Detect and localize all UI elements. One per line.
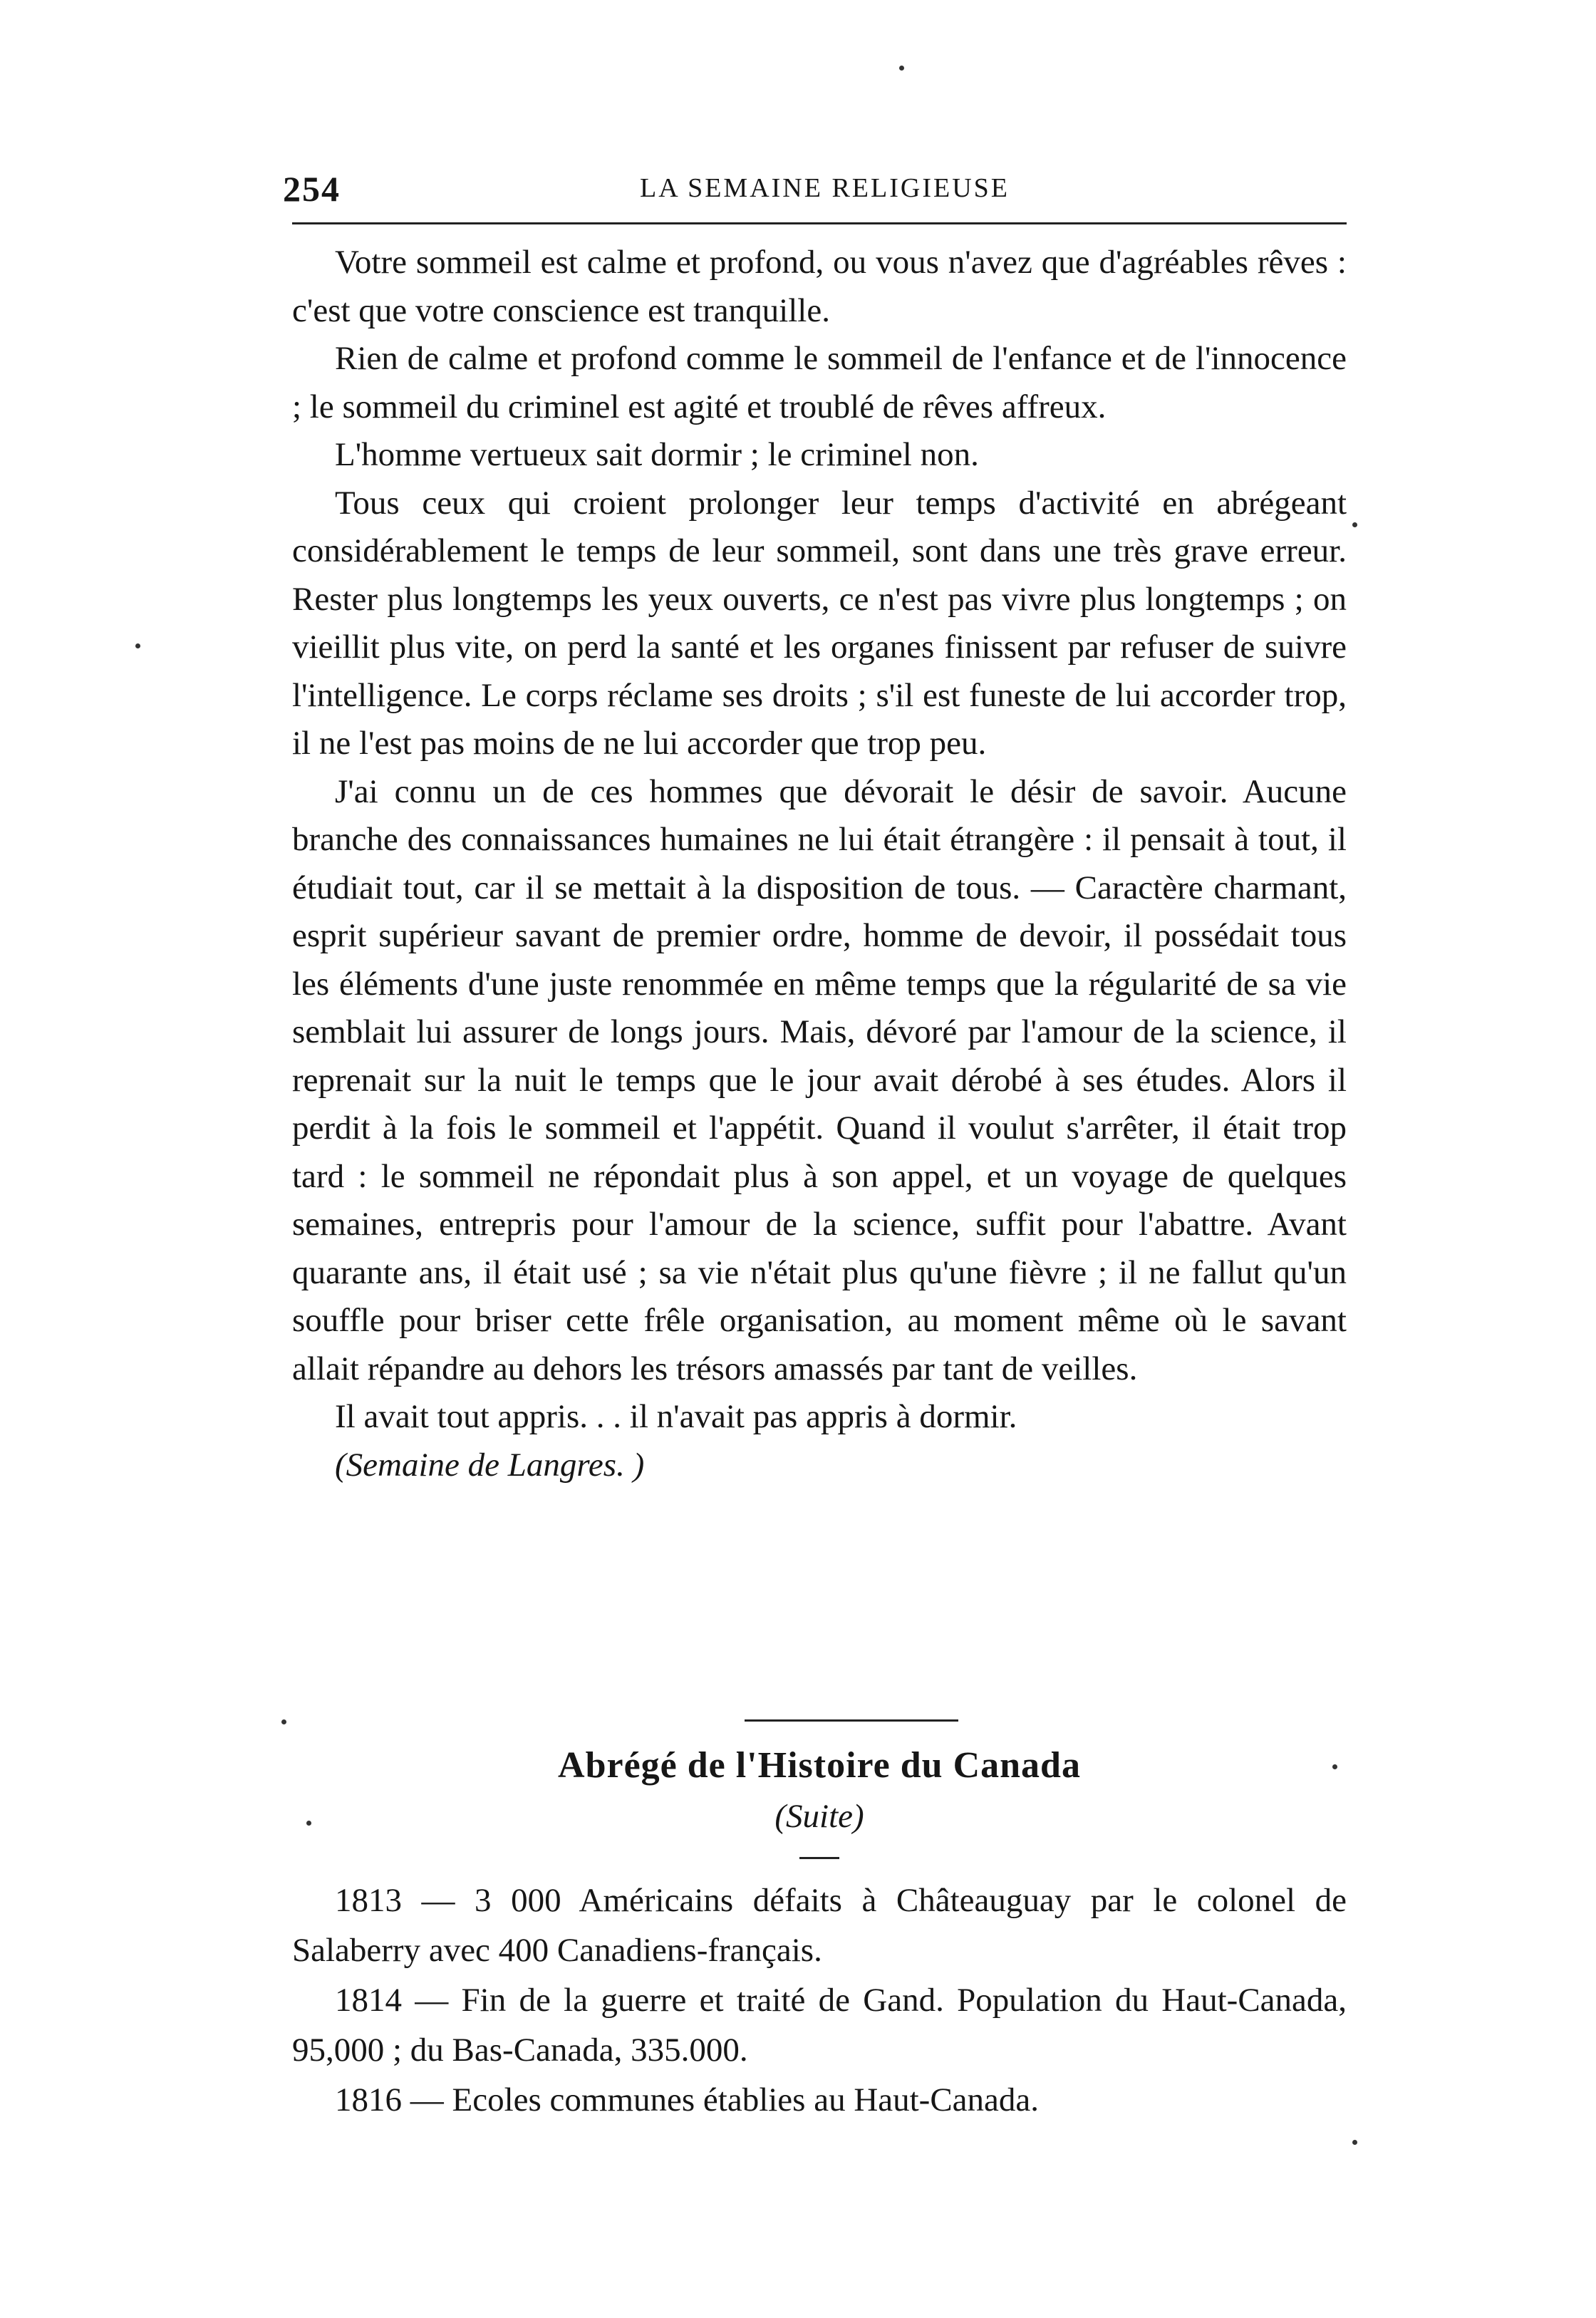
- print-speck: [1352, 2140, 1357, 2145]
- print-speck: [281, 1719, 286, 1724]
- print-speck: [1332, 1764, 1337, 1769]
- header-rule: [292, 222, 1347, 224]
- paragraph: J'ai connu un de ces hommes que dévorait le désir de savoir. Aucune branche des connaissances humaines ne lui était étrangère : il pensait à tout, il étudiait tout, car il se mettait à la disposition de tous. — Caractère charmant, esprit supérieur savant de premier ordre, homme de devoir, il possédait tous les éléments d'une juste renommée en même temps que la régularité de sa vie semblait lui assurer de longs jours. Mais, dévoré par l'amour de la science, il reprenait sur la nuit le temps que le jour avait dérobé à ses études. Alors il perdit à la fois le sommeil et l'appétit. Quand il voulut s'arrêter, il était trop tard : le sommeil ne répondait plus à son appel, et un voyage de quelques semaines, entrepris pour l'amour de la science, suffit pour l'abattre. Avant quarante ans, il était usé ; sa vie n'était plus qu'une fièvre ; il ne fallut qu'un souffle pour briser cette frêle organisation, au moment même où le savant allait répandre au dehors les trésors amassés par tant de veilles.: [292, 772, 1347, 1387]
- print-speck: [135, 643, 140, 648]
- source-citation: (Semaine de Langres. ): [335, 1446, 645, 1484]
- paragraph: Rien de calme et profond comme le sommeil de l'enfance et de l'innocence ; le sommeil du criminel est agité et troublé de rêves affreux.: [292, 340, 1347, 425]
- chronology-entry: 1813 — 3 000 Américains défaits à Châteauguay par le colonel de Salaberry avec 400 Canadiens-français.: [292, 1882, 1347, 1969]
- page-header: [274, 165, 1347, 208]
- section-subtitle: (Suite): [774, 1798, 864, 1835]
- running-title: LA SEMAINE RELIGIEUSE: [640, 173, 1010, 203]
- chronology-entry: 1814 — Fin de la guerre et traité de Gand. Population du Haut-Canada, 95,000 ; du Bas-Canada, 335.000.: [292, 1982, 1347, 2069]
- print-speck: [306, 1821, 311, 1826]
- subtitle-rule: [799, 1857, 839, 1859]
- article-body: [292, 239, 1347, 1489]
- paragraph: Il avait tout appris. . . il n'avait pas appris à dormir.: [335, 1398, 1017, 1435]
- chronology-list: [292, 1875, 1347, 2125]
- page-number: 254: [283, 169, 341, 209]
- section-divider: [745, 1719, 958, 1722]
- print-speck: [1352, 522, 1357, 527]
- section-title: Abrégé de l'Histoire du Canada: [558, 1745, 1081, 1786]
- print-speck: [899, 66, 904, 71]
- paragraph: L'homme vertueux sait dormir ; le criminel non.: [335, 436, 979, 473]
- chronology-entry: 1816 — Ecoles communes établies au Haut-Canada.: [335, 2081, 1040, 2118]
- paragraph: Tous ceux qui croient prolonger leur temps d'activité en abrégeant considérablement le temps de leur sommeil, sont dans une très grave erreur. Rester plus longtemps les yeux ouverts, ce n'est pas vivre plus longtemps ; on vieillit plus vite, on perd la santé et les organes finissent par refuser de suivre l'intelligence. Le corps réclame ses droits ; s'il est funeste de lui accorder trop, il ne l'est pas moins de ne lui accorder que trop peu.: [292, 484, 1347, 762]
- paragraph: Votre sommeil est calme et profond, ou vous n'avez que d'agréables rêves : c'est que votre conscience est tranquille.: [292, 244, 1347, 329]
